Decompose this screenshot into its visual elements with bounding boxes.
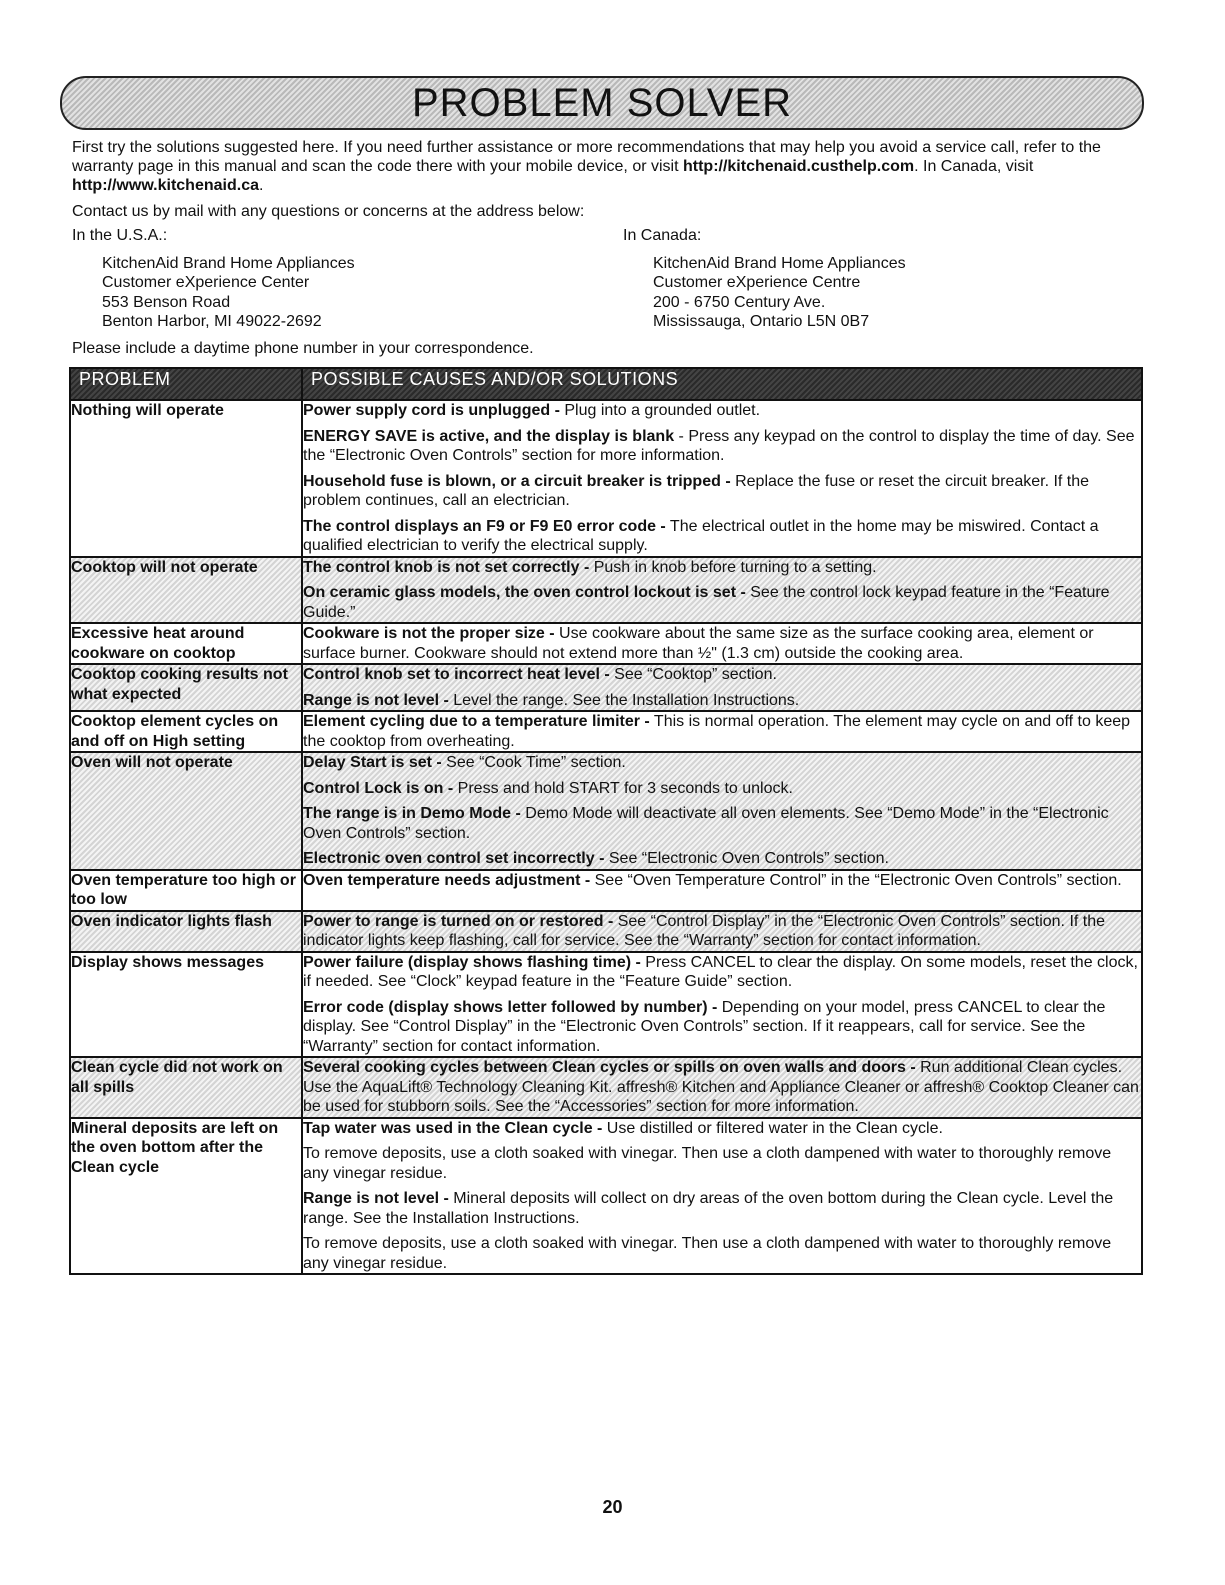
solution-item [303, 871, 1141, 891]
solution-text: The electrical outlet in the home may be miswired. Contact a qualified electrician to verify the electrical supply. [303, 517, 1099, 554]
cause-label: ENERGY SAVE is active, and the display is blank [303, 427, 675, 445]
address-line: Mississauga, Ontario L5N 0B7 [653, 313, 870, 330]
cause-label: Tap water was used in the Clean cycle - [303, 1119, 603, 1137]
solutions-cell [302, 952, 1142, 1058]
solutions-cell [302, 1118, 1142, 1275]
solution-text: See “Oven Temperature Control” in the “Electronic Oven Controls” section. [590, 871, 1122, 889]
address-heading: In the U.S.A.: [72, 227, 168, 244]
solution-text: To remove deposits, use a cloth soaked with vinegar. Then use a cloth dampened with water to thoroughly remove any vinegar residue. [303, 1235, 1112, 1272]
cause-label: Power supply cord is unplugged - [303, 402, 560, 419]
address-line: 200 - 6750 Century Ave. [653, 293, 826, 311]
cause-label: Oven temperature needs adjustment - [303, 871, 591, 889]
solution-text: Level the range. See the Installation Instructions. [448, 691, 800, 709]
solution-item [303, 712, 1141, 751]
solution-item [303, 624, 1141, 663]
cause-label: The control knob is not set correctly - [303, 558, 590, 576]
address-line: Benton Harbor, MI 49022-2692 [102, 313, 322, 330]
solution-item [303, 517, 1141, 556]
problem-cell: Cooktop cooking results not what expected [70, 664, 302, 711]
table-row [70, 711, 1142, 752]
cause-label: Range is not level - [303, 691, 449, 709]
page-title: PROBLEM SOLVER [411, 81, 793, 125]
cause-label: Range is not level - [303, 1190, 449, 1207]
solution-text: Press CANCEL to clear the display. On some models, reset the clock, if needed. See “Clock” keypad feature in the “Feature Guide” section. [303, 953, 1138, 990]
solutions-cell [302, 400, 1142, 557]
cause-label: Household fuse is blown, or a circuit breaker is tripped - [303, 472, 731, 490]
problem-solver-table [69, 367, 1143, 1275]
canada-link[interactable]: http://www.kitchenaid.ca [72, 177, 259, 194]
page-title-banner [60, 76, 1144, 130]
cause-label: On ceramic glass models, the oven control lockout is set - [303, 584, 746, 601]
address-line: Customer eXperience Center [102, 274, 310, 291]
solution-text: Push in knob before turning to a setting. [589, 558, 877, 576]
cause-label: Control Lock is on - [303, 779, 454, 797]
address-canada [623, 226, 906, 332]
table-row [70, 1118, 1142, 1275]
solution-item [303, 1234, 1141, 1273]
solution-text: Depending on your model, press CANCEL to clear the display. See “Control Display” in the “Electronic Oven Controls” section. If it reappears, call for service. See the “Warranty” section for contact information. [303, 998, 1106, 1055]
solution-item [303, 849, 1141, 869]
solution-item [303, 558, 1141, 578]
solutions-cell [302, 1057, 1142, 1118]
solution-text: Demo Mode will deactivate all oven elements. See “Demo Mode” in the “Electronic Oven Controls” section. [303, 805, 1109, 842]
cause-label: Cookware is not the proper size - [303, 625, 555, 642]
solution-item [303, 998, 1141, 1057]
solution-text: This is normal operation. The element may cycle on and off to keep the cooktop from overheating. [303, 713, 1131, 750]
cause-label: The range is in Demo Mode - [303, 805, 521, 822]
problem-cell: Oven indicator lights flash [70, 911, 302, 952]
solution-text: See the control lock keypad feature in the “Feature Guide.” [303, 584, 1110, 621]
table-row [70, 623, 1142, 664]
solution-text: See “Cooktop” section. [609, 666, 777, 683]
solution-item [303, 1144, 1141, 1183]
solution-item [303, 472, 1141, 511]
problem-cell: Nothing will operate [70, 400, 302, 557]
cause-label: Electronic oven control set incorrectly - [303, 850, 605, 867]
page-number: 20 [602, 1497, 623, 1517]
solution-text: Use distilled or filtered water in the Clean cycle. [602, 1119, 943, 1137]
cause-label: The control displays an F9 or F9 E0 error code - [303, 517, 666, 535]
table-row [70, 952, 1142, 1058]
address-usa [72, 226, 355, 332]
solution-text: Plug into a grounded outlet. [559, 402, 761, 419]
solution-item [303, 665, 1141, 685]
contact-line: Contact us by mail with any questions or concerns at the address below: [72, 203, 585, 220]
solutions-cell [302, 664, 1142, 711]
cause-label: Power to range is turned on or restored - [303, 912, 614, 930]
solution-item [303, 953, 1141, 992]
solution-text: Mineral deposits will collect on dry areas of the oven bottom during the Clean cycle. Level the range. See the Installation Instructions. [303, 1190, 1114, 1227]
include-note: Please include a daytime phone number in your correspondence. [72, 340, 534, 357]
solution-item [303, 1058, 1141, 1117]
solution-text: Use cookware about the same size as the surface cooking area, element or surface burner. Cookware should not extend more than ½" (1.3 cm) outside the cooking area. [303, 625, 1094, 662]
problem-cell: Oven temperature too high or too low [70, 870, 302, 911]
solution-item [303, 691, 1141, 711]
problem-cell: Oven will not operate [70, 752, 302, 870]
address-line: KitchenAid Brand Home Appliances [102, 254, 355, 272]
solution-text: Run additional Clean cycles. Use the AquaLift® Technology Cleaning Kit. affresh® Kitchen and Appliance Cleaner or affresh® Cooktop Cleaner can be used for stubborn soils. See the “Accessories” section for more information. [303, 1059, 1139, 1115]
solution-item [303, 1189, 1141, 1228]
solution-item [303, 1119, 1141, 1139]
column-header-problem: PROBLEM [70, 368, 302, 400]
solution-text: See “Control Display” in the “Electronic Oven Controls” section. If the indicator lights keep flashing, call for service. See the “Warranty” section for contact information. [303, 912, 1106, 949]
problem-cell: Mineral deposits are left on the oven bottom after the Clean cycle [70, 1118, 302, 1275]
solution-text: Replace the fuse or reset the circuit breaker. If the problem continues, call an electrician. [303, 472, 1090, 509]
cause-label: Element cycling due to a temperature limiter - [303, 713, 650, 730]
intro-section [72, 138, 1152, 328]
solution-item [303, 804, 1141, 843]
cause-label: Control knob set to incorrect heat level - [303, 666, 610, 683]
cause-label: Power failure (display shows flashing time) - [303, 953, 641, 971]
problem-cell: Excessive heat around cookware on cooktop [70, 623, 302, 664]
address-heading: In Canada: [623, 227, 702, 244]
table-row [70, 870, 1142, 911]
address-line: Customer eXperience Centre [653, 274, 861, 291]
table-row [70, 664, 1142, 711]
cause-label: Several cooking cycles between Clean cycles or spills on oven walls and doors - [303, 1059, 916, 1076]
table-row [70, 752, 1142, 870]
solutions-cell [302, 870, 1142, 911]
solutions-cell [302, 623, 1142, 664]
solutions-cell [302, 557, 1142, 624]
table-row [70, 557, 1142, 624]
solution-text: - Press any keypad on the control to display the time of day. See the “Electronic Oven Controls” section for more information. [303, 427, 1135, 464]
solution-text: Press and hold START for 3 seconds to unlock. [453, 779, 793, 797]
problem-cell: Cooktop will not operate [70, 557, 302, 624]
solution-item [303, 912, 1141, 951]
solution-item [303, 779, 1141, 799]
support-link[interactable]: http://kitchenaid.custhelp.com [682, 158, 915, 175]
addresses [72, 226, 1152, 328]
address-line: KitchenAid Brand Home Appliances [653, 254, 906, 272]
solution-text: See “Electronic Oven Controls” section. [604, 850, 889, 867]
solutions-cell [302, 911, 1142, 952]
problem-cell: Clean cycle did not work on all spills [70, 1057, 302, 1118]
solution-text: See “Cook Time” section. [441, 754, 626, 771]
cause-label: Delay Start is set - [303, 754, 442, 771]
solutions-cell [302, 752, 1142, 870]
solution-item [303, 583, 1141, 622]
solution-text: To remove deposits, use a cloth soaked with vinegar. Then use a cloth dampened with water to thoroughly remove any vinegar residue. [303, 1145, 1112, 1182]
intro-paragraph: First try the solutions suggested here. If you need further assistance or more recommendations that may help you avoid a service call, refer to the warranty page in this manual and scan the code there with your mobile device, or visit http://kitchenaid.custhelp.com. In Canada, visit http://www.kitchenaid.ca. [72, 139, 1101, 194]
solution-item [303, 753, 1141, 773]
column-header-solutions: POSSIBLE CAUSES AND/OR SOLUTIONS [302, 368, 1142, 400]
address-line: 553 Benson Road [102, 293, 231, 311]
table-row [70, 911, 1142, 952]
solutions-cell [302, 711, 1142, 752]
problem-cell: Cooktop element cycles on and off on High setting [70, 711, 302, 752]
cause-label: Error code (display shows letter followed by number) - [303, 998, 718, 1016]
table-row [70, 1057, 1142, 1118]
solution-item [303, 427, 1141, 466]
table-row [70, 400, 1142, 557]
solution-item [303, 401, 1141, 421]
problem-cell: Display shows messages [70, 952, 302, 1058]
